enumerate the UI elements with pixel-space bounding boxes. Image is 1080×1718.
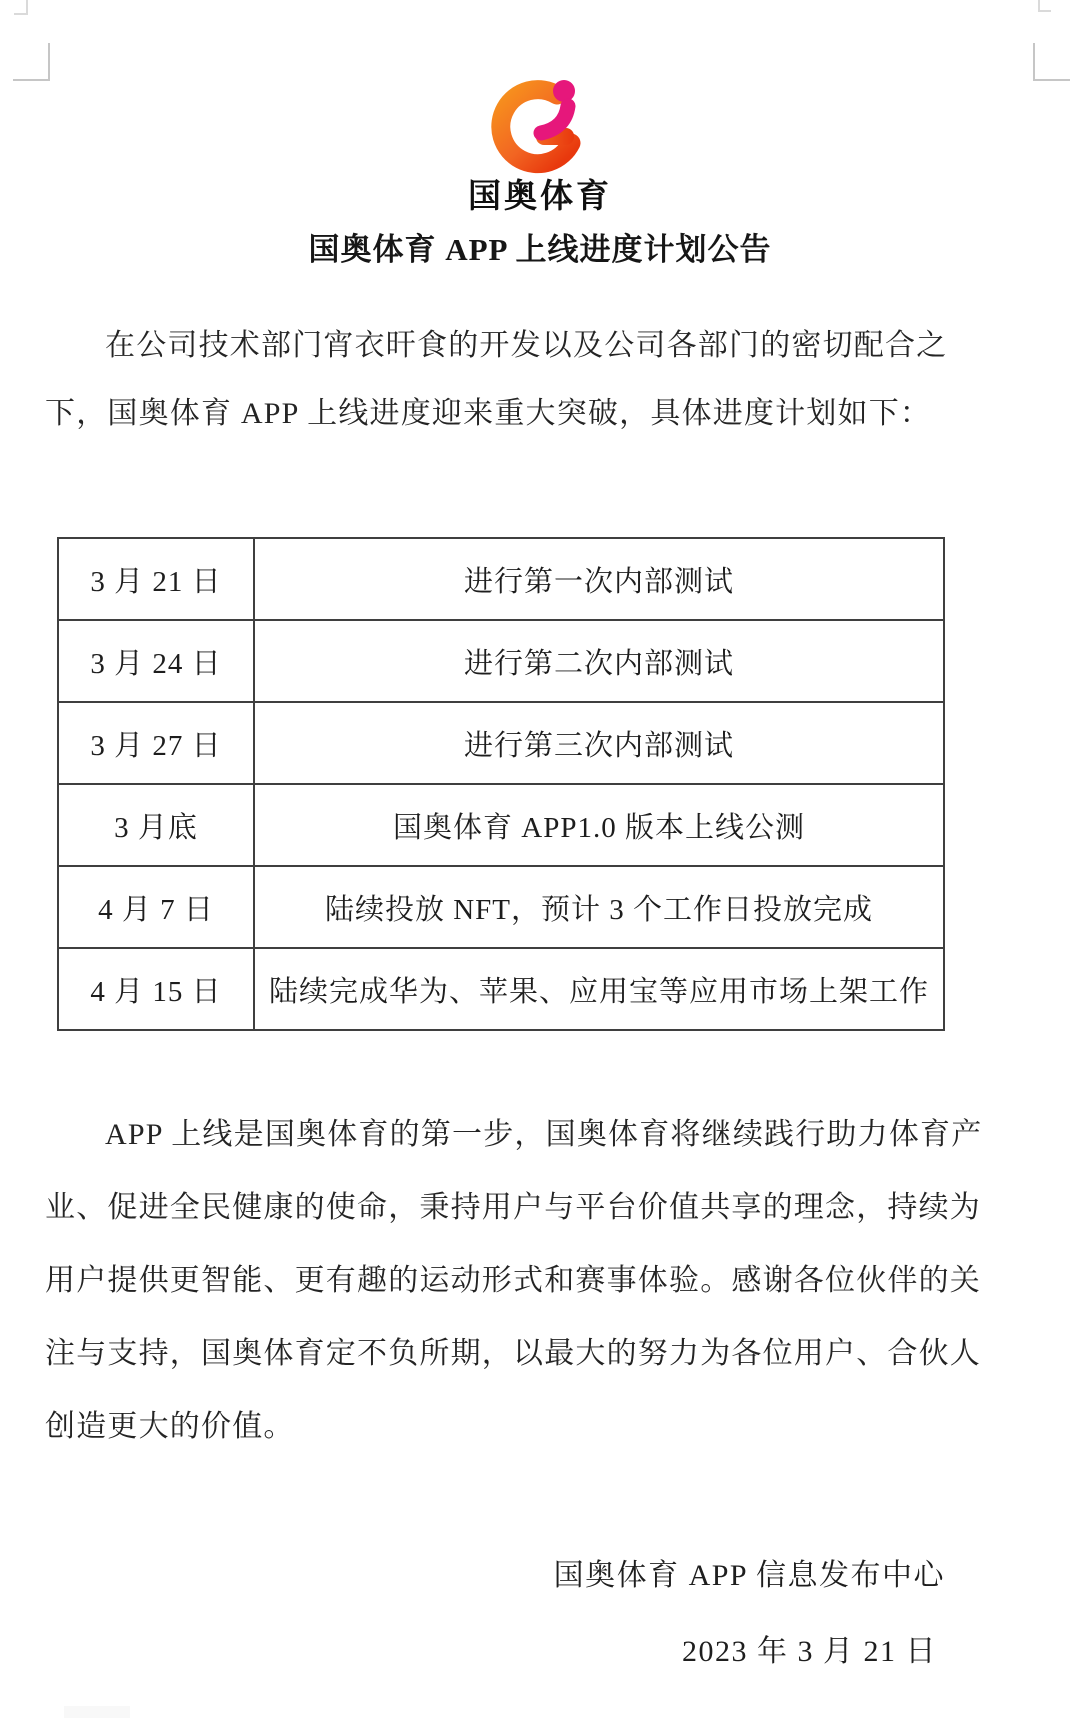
closing-line: 业、促进全民健康的使命，秉持用户与平台价值共享的理念，持续为 bbox=[45, 1191, 981, 1224]
scan-artifact bbox=[64, 1706, 130, 1718]
scan-corner-mark bbox=[1038, 0, 1051, 12]
table-row bbox=[58, 866, 944, 948]
closing-line: 创造更大的价值。 bbox=[45, 1410, 295, 1443]
schedule-date-cell: 3 月底 bbox=[58, 784, 254, 866]
closing-line: 注与支持，国奥体育定不负所期，以最大的努力为各位用户、合伙人 bbox=[45, 1337, 981, 1370]
schedule-milestone-cell: 国奥体育 APP1.0 版本上线公测 bbox=[254, 784, 944, 866]
schedule-date-cell: 3 月 24 日 bbox=[58, 620, 254, 702]
scan-corner-mark bbox=[14, 0, 28, 15]
intro-line: 在公司技术部门宵衣旰食的开发以及公司各部门的密切配合之 bbox=[105, 329, 948, 362]
intro-line: 下，国奥体育 APP 上线进度迎来重大突破，具体进度计划如下： bbox=[45, 397, 932, 430]
table-row bbox=[58, 784, 944, 866]
intro-paragraph bbox=[45, 312, 947, 448]
closing-paragraph bbox=[45, 1098, 983, 1463]
table-row bbox=[58, 538, 944, 620]
closing-line: APP 上线是国奥体育的第一步，国奥体育将继续践行助力体育产 bbox=[105, 1118, 983, 1151]
schedule-date-cell: 3 月 21 日 bbox=[58, 538, 254, 620]
schedule-date-cell: 3 月 27 日 bbox=[58, 702, 254, 784]
schedule-date-cell: 4 月 15 日 bbox=[58, 948, 254, 1030]
schedule-milestone-cell: 陆续投放 NFT，预计 3 个工作日投放完成 bbox=[254, 866, 944, 948]
table-row bbox=[58, 948, 944, 1030]
schedule-milestone-cell: 进行第一次内部测试 bbox=[254, 538, 944, 620]
page-title: 国奥体育 APP 上线进度计划公告 bbox=[308, 232, 772, 267]
table-row bbox=[58, 702, 944, 784]
guoao-sports-logo-icon bbox=[488, 76, 592, 180]
schedule-milestone-cell: 陆续完成华为、苹果、应用宝等应用市场上架工作 bbox=[254, 948, 944, 1030]
closing-line: 用户提供更智能、更有趣的运动形式和赛事体验。感谢各位伙伴的关 bbox=[45, 1264, 981, 1297]
logo-wordmark: 国奥体育 bbox=[468, 177, 612, 214]
schedule-date-cell: 4 月 7 日 bbox=[58, 866, 254, 948]
publish-date: 2023 年 3 月 21 日 bbox=[682, 1635, 937, 1668]
schedule-table bbox=[57, 537, 945, 1031]
table-row bbox=[58, 620, 944, 702]
scan-corner-mark bbox=[1033, 43, 1070, 81]
publisher-signature: 国奥体育 APP 信息发布中心 bbox=[553, 1559, 945, 1592]
schedule-milestone-cell: 进行第三次内部测试 bbox=[254, 702, 944, 784]
scan-corner-mark bbox=[13, 43, 50, 81]
schedule-milestone-cell: 进行第二次内部测试 bbox=[254, 620, 944, 702]
